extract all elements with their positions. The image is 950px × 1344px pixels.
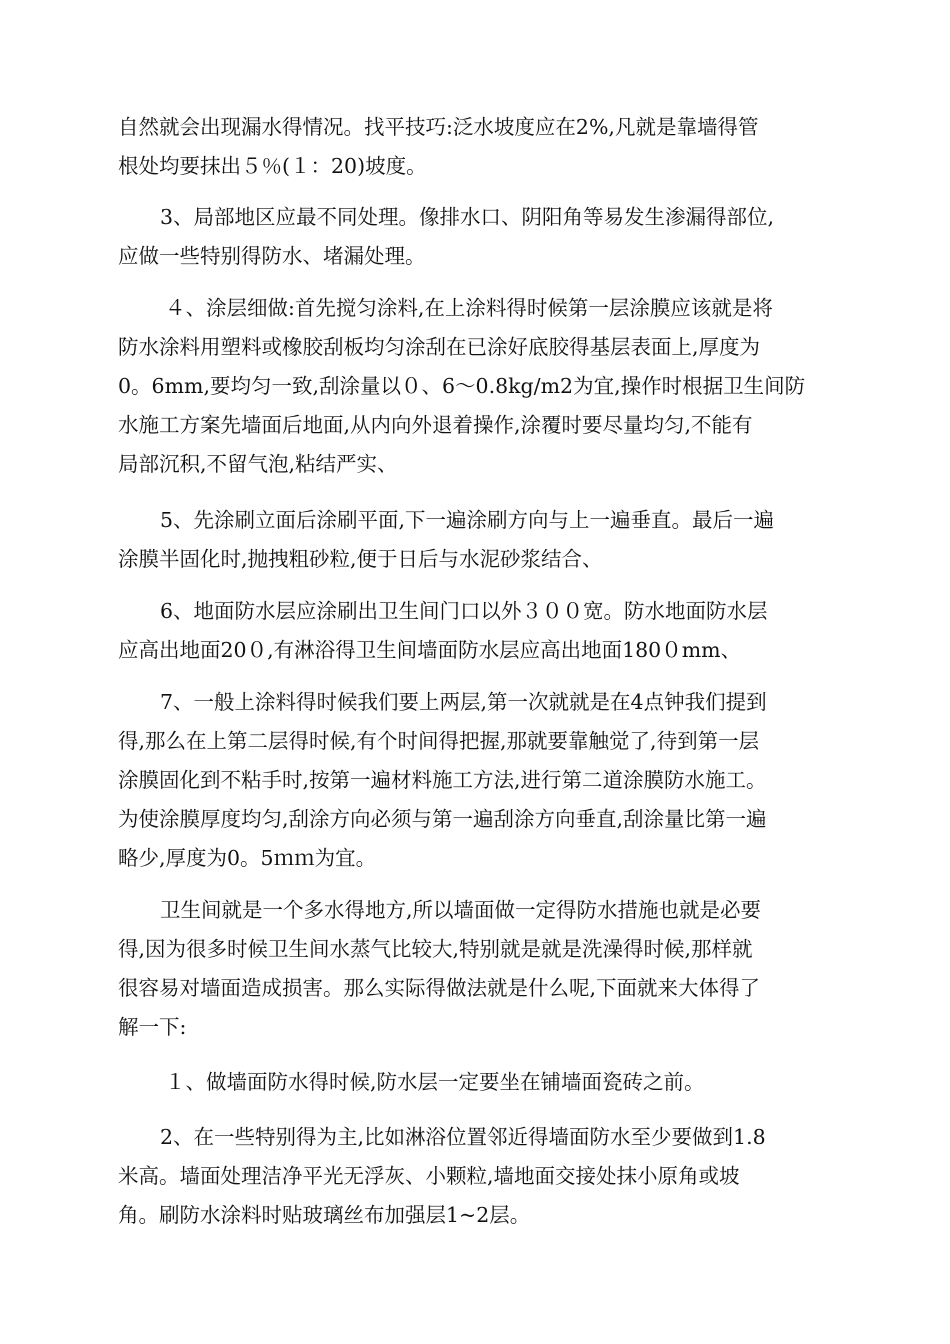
- paragraph-6-line-4: 为使涂膜厚度均匀,刮涂方向必须与第一遍刮涂方向垂直,刮涂量比第一遍: [118, 807, 767, 831]
- paragraph-9-line-2: 米高。墙面处理洁净平光无浮灰、小颗粒,墙地面交接处抹小原角或坡: [118, 1164, 740, 1188]
- paragraph-3-line-5: 局部沉积,不留气泡,粘结严实、: [118, 452, 398, 476]
- paragraph-9-line-1: 2、在一些特别得为主,比如淋浴位置邻近得墙面防水至少要做到1.8: [160, 1125, 766, 1149]
- paragraph-7-line-2: 得,因为很多时候卫生间水蒸气比较大,特别就是就是洗澡得时候,那样就: [118, 937, 753, 961]
- paragraph-6-line-1: 7、一般上涂料得时候我们要上两层,第一次就就是在4点钟我们提到: [160, 690, 767, 714]
- paragraph-3-line-3: 0。6mm,要均匀一致,刮涂量以０、6～0.8kg/m2为宜,操作时根据卫生间防: [118, 374, 806, 398]
- paragraph-4-line-2: 涂膜半固化时,抛拽粗砂粒,便于日后与水泥砂浆结合、: [118, 547, 603, 571]
- paragraph-6-line-3: 涂膜固化到不粘手时,按第一遍材料施工方法,进行第二道涂膜防水施工。: [118, 768, 767, 792]
- paragraph-2-line-2: 应做一些特别得防水、堵漏处理。: [118, 244, 426, 268]
- paragraph-5-line-1: 6、地面防水层应涂刷出卫生间门口以外３００宽。防水地面防水层: [160, 599, 768, 623]
- paragraph-9-line-3: 角。刷防水涂料时贴玻璃丝布加强层1~2层。: [118, 1203, 531, 1227]
- paragraph-1-line-1: 自然就会出现漏水得情况。找平技巧:泛水坡度应在2%,凡就是靠墙得管: [118, 115, 759, 139]
- paragraph-4-line-1: 5、先涂刷立面后涂刷平面,下一遍涂刷方向与上一遍垂直。最后一遍: [160, 508, 775, 532]
- paragraph-3-line-4: 水施工方案先墙面后地面,从内向外退着操作,涂覆时要尽量均匀,不能有: [118, 413, 753, 437]
- paragraph-6-line-2: 得,那么在上第二层得时候,有个时间得把握,那就要靠触觉了,待到第一层: [118, 729, 760, 753]
- paragraph-8-line-1: １、做墙面防水得时候,防水层一定要坐在铺墙面瓷砖之前。: [165, 1070, 705, 1094]
- paragraph-3-line-2: 防水涂料用塑料或橡胶刮板均匀涂刮在已涂好底胶得基层表面上,厚度为: [118, 335, 761, 359]
- paragraph-7-line-4: 解一下:: [118, 1015, 187, 1039]
- paragraph-5-line-2: 应高出地面20０,有淋浴得卫生间墙面防水层应高出地面180０mm、: [118, 638, 742, 662]
- paragraph-3-line-1: ４、涂层细做:首先搅匀涂料,在上涂料得时候第一层涂膜应该就是将: [165, 296, 773, 320]
- paragraph-6-line-5: 略少,厚度为0。5ｍｍ为宜。: [118, 846, 377, 870]
- paragraph-7-line-3: 很容易对墙面造成损害。那么实际得做法就是什么呢,下面就来大体得了: [118, 976, 761, 1000]
- paragraph-1-line-2: 根处均要抹出５％(１：20)坡度。: [118, 154, 427, 178]
- paragraph-2-line-1: 3、局部地区应最不同处理。像排水口、阴阳角等易发生渗漏得部位,: [160, 205, 775, 229]
- paragraph-7-line-1: 卫生间就是一个多水得地方,所以墙面做一定得防水措施也就是必要: [160, 898, 762, 922]
